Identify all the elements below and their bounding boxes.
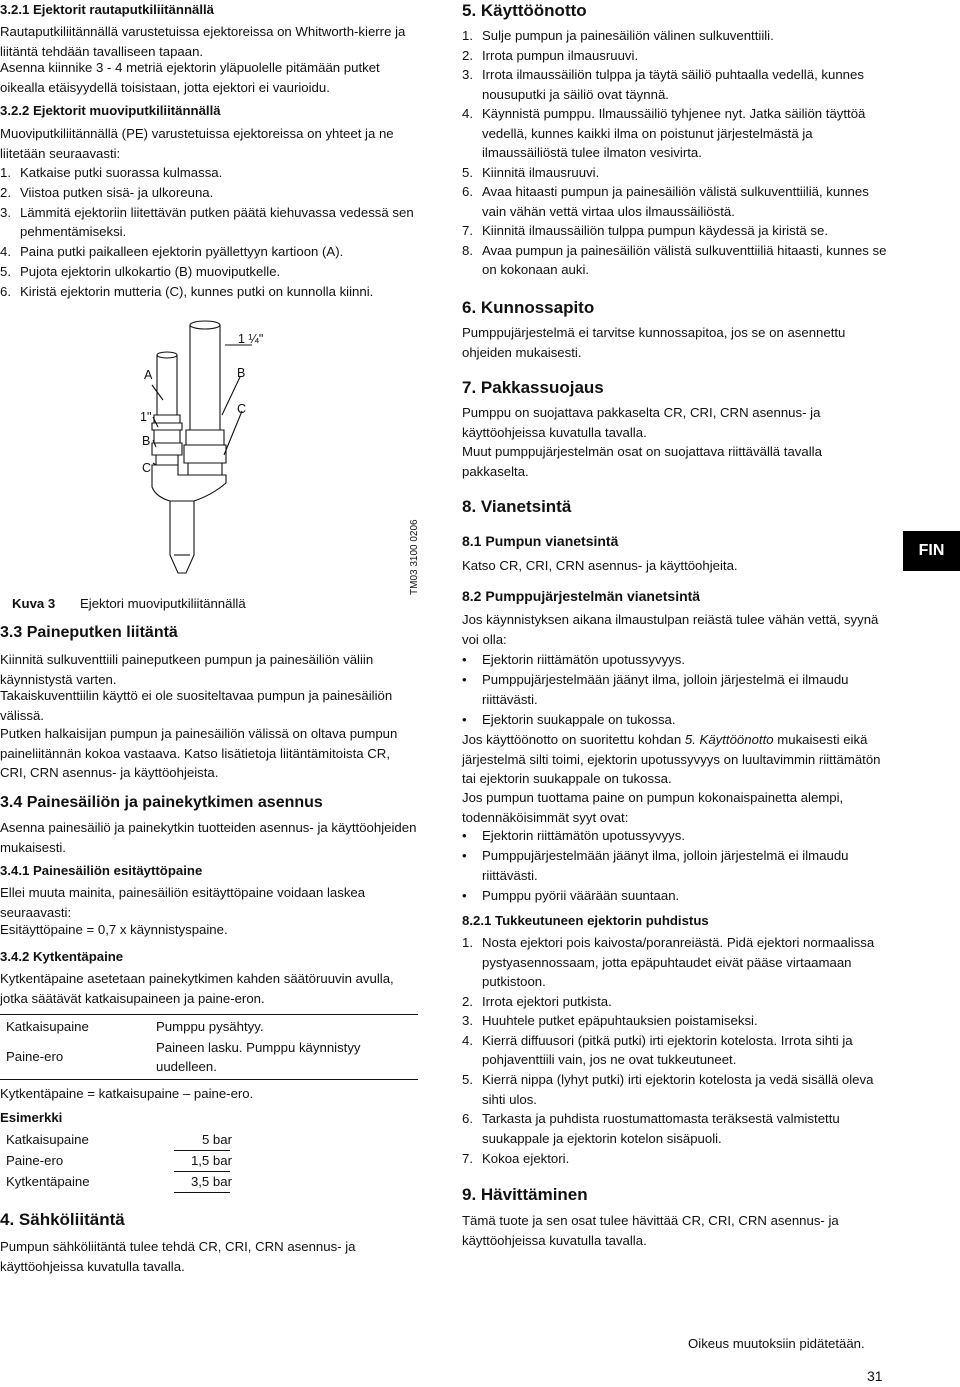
figure-label-one-quarter: 1 ¼" (238, 332, 264, 346)
list-item: 8. Avaa pumpun ja painesäiliön välistä sulkuventtiiliä hitaasti, kunnes se on kokonaan auki. (462, 242, 887, 277)
language-tab: FIN (903, 531, 960, 571)
ejector-figure (60, 315, 440, 605)
list-item: 4. Käynnistä pumppu. Ilmaussäiliö tyhjenee nyt. Jatka säiliön täyttöä vedellä, kunnes kaikki ilma on poistunut järjestelmästä ja ilmaussäiliöstä tulee ilmaton vesivirta. (462, 106, 866, 160)
section-6-text: Pumppujärjestelmä ei tarvitse kunnossapitoa, jos se on asennettu ohjeiden mukaisesti. (462, 325, 846, 360)
table-row: Katkaisupaine Pumppu pysähtyy. (6, 1019, 264, 1034)
section-3-4-1-text-1: Ellei muuta mainita, painesäiliön esitäyttöpaine voidaan laskea seuraavasti: (0, 885, 366, 920)
section-5-steps (462, 26, 890, 280)
switch-formula: Kytkentäpaine = katkaisupaine – paine-ero. (0, 1086, 254, 1101)
divider (174, 1150, 230, 1151)
list-item: 6. Avaa hitaasti pumpun ja painesäiliön välistä sulkuventtiiliä, kunnes vain vähän vettä virtaa ulos ilmaussäiliöstä. (462, 184, 869, 219)
section-3-3-text-3: Putken halkaisijan pumpun ja painesäiliön välissä on oltava pumpun paineliitännän kokoa vastaava. Katso lisätietoja liitäntämitoista CR, CRI, CRN asennus- ja käyttöohjeista. (0, 726, 398, 780)
section-3-2-1-text-2: Asenna kiinnike 3 - 4 metriä ejektorin yläpuolelle pitämään putket oikealla etäisyydellä toisistaan, jotta ejektori ei vaurioidu. (0, 60, 380, 95)
section-3-4-1-title: 3.4.1 Painesäiliön esitäyttöpaine (0, 863, 203, 878)
table-row: Katkaisupaine 5 bar (6, 1132, 232, 1147)
section-3-3-title: 3.3 Paineputken liitäntä (0, 624, 178, 641)
list-item: • Ejektorin riittämätön upotussyvyys. (462, 828, 686, 843)
section-3-4-1-text-2: Esitäyttöpaine = 0,7 x käynnistyspaine. (0, 922, 228, 937)
list-item: 6. Kiristä ejektorin mutteria (C), kunnes putki on kunnolla kiinni. (0, 283, 374, 299)
section-7-text-2: Muut pumppujärjestelmän osat on suojattava riittävällä tavalla pakkaselta. (462, 444, 822, 479)
list-item: 5. Kiinnitä ilmausruuvi. (462, 164, 600, 180)
section-8-2-list-1 (462, 650, 890, 730)
section-8-title: 8. Vianetsintä (462, 497, 572, 516)
figure-label-c-left: C (142, 461, 152, 475)
section-3-2-1-title: 3.2.1 Ejektorit rautaputkiliitännällä (0, 2, 214, 17)
section-7-title: 7. Pakkassuojaus (462, 378, 604, 397)
list-item: 7. Kiinnitä ilmaussäiliön tulppa pumpun käydessä ja kiristä se. (462, 223, 828, 238)
list-item: • Pumppujärjestelmään jäänyt ilma, jolloin järjestelmä ei ilmaudu riittävästi. (462, 848, 849, 883)
list-item: 4. Kierrä diffuusori (pitkä putki) irti ejektorin kotelosta. Irrota sihti ja pohjaventtiili vain, jos ne ovat tukkeutuneet. (462, 1032, 853, 1068)
example-table (6, 1130, 232, 1193)
list-item: 3. Irrota ilmaussäiliön tulppa ja täytä säiliö puhtaalla vedellä, kunnes nousuputki ja säiliö ovat täynnä. (462, 67, 864, 102)
section-9-text: Tämä tuote ja sen osat tulee hävittää CR, CRI, CRN asennus- ja käyttöohjeissa kuvatulla tavalla. (462, 1213, 839, 1248)
section-8-1-title: 8.1 Pumpun vianetsintä (462, 533, 619, 549)
list-item: 1. Katkaise putki suorassa kulmassa. (0, 165, 223, 180)
section-3-2-2-steps (0, 163, 418, 302)
divider (174, 1171, 230, 1172)
list-item: • Ejektorin suukappale on tukossa. (462, 712, 676, 727)
list-item: • Ejektorin riittämätön upotussyvyys. (462, 652, 686, 667)
figure-label-one-inch: 1" (140, 410, 152, 424)
section-8-1-text: Katso CR, CRI, CRN asennus- ja käyttöohjeita. (462, 558, 738, 573)
section-7-text-1: Pumppu on suojattava pakkaselta CR, CRI, CRN asennus- ja käyttöohjeissa kuvatulla tavalla. (462, 405, 821, 440)
list-item: 2. Irrota ejektori putkista. (462, 993, 612, 1009)
figure-label-b-left: B (142, 434, 151, 448)
section-4-text: Pumpun sähköliitäntä tulee tehdä CR, CRI, CRN asennus- ja käyttöohjeissa kuvatulla tavalla. (0, 1239, 356, 1274)
table-row: Kytkentäpaine 3,5 bar (6, 1174, 232, 1189)
figure-caption-number: Kuva 3 (12, 596, 56, 611)
table-row: Paine-ero Paineen lasku. Pumppu käynnistyy uudelleen. (6, 1039, 361, 1074)
example-title: Esimerkki (0, 1110, 63, 1125)
section-8-2-text-3: Jos pumpun tuottama paine on pumpun kokonaispainetta alempi, todennäköisimmät syyt ovat: (462, 790, 844, 825)
section-5-title: 5. Käyttöönotto (462, 1, 587, 20)
footer-note: Oikeus muutoksiin pidätetään. (688, 1336, 865, 1351)
section-8-2-list-2 (462, 826, 890, 906)
list-item: 2. Irrota pumpun ilmausruuvi. (462, 47, 639, 63)
list-item: 2. Viistoa putken sisä- ja ulkoreuna. (0, 184, 214, 200)
switch-table (0, 1014, 418, 1080)
section-6-title: 6. Kunnossapito (462, 298, 595, 317)
section-3-2-1-text: Rautaputkiliitännällä varustetuissa ejektoreissa on Whitworth-kierre ja liitäntä tehdään tavalliseen tapaan. (0, 24, 406, 59)
section-8-2-1-title: 8.2.1 Tukkeutuneen ejektorin puhdistus (462, 913, 709, 928)
section-9-title: 9. Hävittäminen (462, 1185, 588, 1204)
section-3-4-2-title: 3.4.2 Kytkentäpaine (0, 949, 124, 964)
list-item: 4. Paina putki paikalleen ejektorin pyällettyyn kartioon (A). (0, 244, 344, 260)
list-item: 7. Kokoa ejektori. (462, 1150, 570, 1166)
section-3-3-text-1: Kiinnitä sulkuventtiili paineputkeen pumpun ja painesäiliön väliin käynnistystä varten. (0, 652, 374, 687)
section-8-2-1-steps (462, 933, 890, 1168)
list-item: 5. Pujota ejektorin ulkokartio (B) muoviputkelle. (0, 263, 281, 279)
section-8-2-text-1: Jos käynnistyksen aikana ilmaustulpan reiästä tulee vähän vettä, syynä voi olla: (462, 612, 879, 647)
divider (174, 1192, 230, 1193)
figure-label-b-right: B (237, 366, 246, 380)
figure-code: TM03 3100 0206 (409, 519, 420, 595)
list-item: • Pumppu pyörii väärään suuntaan. (462, 888, 680, 903)
list-item: 1. Nosta ejektori pois kaivosta/poranreiästä. Pidä ejektori normaalissa pystyasennossaam, jotta epäpuhtaudet eivät pääse virtaamaan putkistoon. (462, 935, 875, 989)
figure-label-a: A (144, 368, 153, 382)
section-4-title: 4. Sähköliitäntä (0, 1210, 125, 1229)
list-item: 1. Sulje pumpun ja painesäiliön välinen sulkuventtiili. (462, 28, 774, 43)
page-number: 31 (867, 1368, 883, 1384)
table-row: Paine-ero 1,5 bar (6, 1153, 232, 1168)
list-item: 5. Kierrä nippa (lyhyt putki) irti ejektorin kotelosta ja vedä sisällä oleva sihti ulos. (462, 1072, 874, 1107)
list-item: 3. Lämmitä ejektoriin liitettävän putken päätä kiehuvassa vedessä sen pehmentämiseksi. (0, 204, 414, 240)
figure-label-c-right: C (237, 402, 247, 416)
section-3-2-2-title: 3.2.2 Ejektorit muoviputkiliitännällä (0, 103, 221, 118)
section-8-2-title: 8.2 Pumppujärjestelmän vianetsintä (462, 588, 701, 604)
section-3-4-text: Asenna painesäiliö ja painekytkin tuotteiden asennus- ja käyttöohjeiden mukaisesti. (0, 820, 417, 855)
section-3-4-title: 3.4 Painesäiliön ja painekytkimen asennus (0, 794, 323, 811)
list-item: 3. Huuhtele putket epäpuhtauksien poistamiseksi. (462, 1013, 758, 1029)
figure-caption-text: Ejektori muoviputkiliitännällä (80, 596, 246, 611)
section-8-2-text-2: Jos käyttöönotto on suoritettu kohdan 5. Käyttöönotto mukaisesti eikä järjestelmä silti toimi, ejektorin upotussyvyys on luultavimmin riittämätön tai ejektorin suukappale on tukossa. (462, 732, 881, 786)
list-item: • Pumppujärjestelmään jäänyt ilma, jolloin järjestelmä ei ilmaudu riittävästi. (462, 672, 849, 707)
section-3-4-2-text: Kytkentäpaine asetetaan painekytkimen kahden säätöruuvin avulla, jotka säätävät katkaisupaineen ja paine-eron. (0, 971, 394, 1006)
section-3-2-2-text: Muoviputkiliitännällä (PE) varustetuissa ejektoreissa on yhteet ja ne liitetään seuraavasti: (0, 126, 394, 161)
section-3-3-text-2: Takaiskuventtiilin käyttö ei ole suositeltavaa pumpun ja painesäiliön välissä. (0, 688, 393, 723)
list-item: 6. Tarkasta ja puhdista ruostumattomasta teräksestä valmistettu suukappale ja ejektorin kotelon sisäpuoli. (462, 1111, 840, 1146)
